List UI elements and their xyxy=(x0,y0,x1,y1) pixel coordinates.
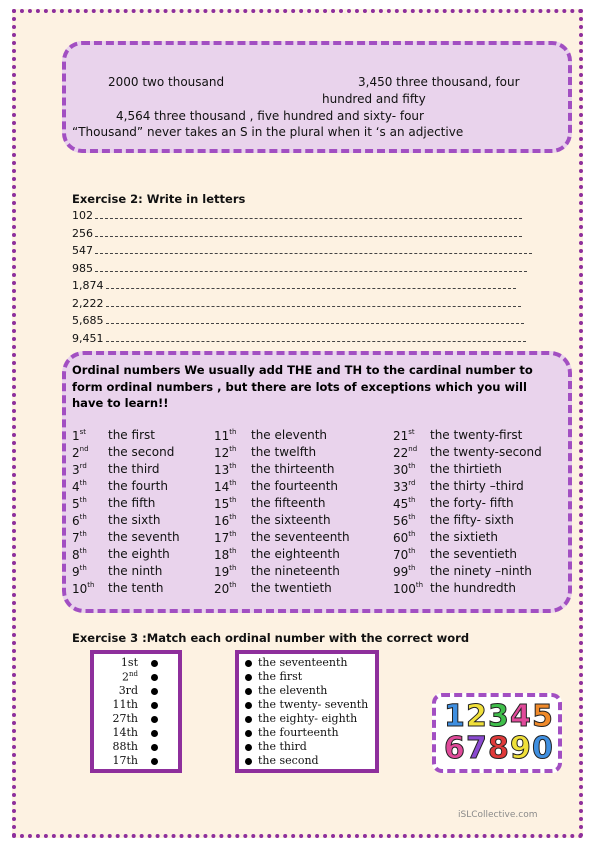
example-3450: 3,450 three thousand, four xyxy=(358,75,520,89)
ordinal-number: 22nd xyxy=(393,445,418,460)
ordinal-number: 45th xyxy=(393,496,416,511)
ordinal-number: 12th xyxy=(214,445,237,460)
example-4564: 4,564 three thousand , five hundred and sixty- four xyxy=(116,109,424,123)
ordinal-word: the second xyxy=(108,445,175,459)
match-number: 11th xyxy=(112,698,138,711)
ordinal-word: the seventh xyxy=(108,530,180,544)
match-number: 17th xyxy=(112,754,138,767)
ordinal-word: the eighth xyxy=(108,547,170,561)
match-dot[interactable] xyxy=(245,688,252,695)
ordinal-number: 4th xyxy=(72,479,87,494)
answer-blank[interactable] xyxy=(106,278,516,289)
ordinal-word: the nineteenth xyxy=(251,564,340,578)
ordinal-word: the thirteenth xyxy=(251,462,335,476)
ordinal-number: 60th xyxy=(393,530,416,545)
ordinal-number: 1st xyxy=(72,428,87,443)
ordinal-word: the fourteenth xyxy=(251,479,338,493)
match-word: the eleventh xyxy=(258,684,328,697)
match-number: 1st xyxy=(120,656,138,669)
digit: 9 xyxy=(510,731,531,766)
digit: 7 xyxy=(466,731,487,766)
match-number: 88th xyxy=(112,740,138,753)
match-dot[interactable] xyxy=(151,730,158,737)
ordinal-number: 2nd xyxy=(72,445,89,460)
ordinal-word: the fifteenth xyxy=(251,496,326,510)
match-dot[interactable] xyxy=(151,758,158,765)
write-in-letters-line xyxy=(72,312,524,330)
ordinal-number: 7th xyxy=(72,530,87,545)
ordinal-word: the third xyxy=(108,462,160,476)
ordinal-word: the twelfth xyxy=(251,445,317,459)
ordinal-number: 70th xyxy=(393,547,416,562)
exercise-number: 2,222 xyxy=(72,296,104,310)
ordinal-word: the sixtieth xyxy=(430,530,498,544)
ordinal-word: the fifty- sixth xyxy=(430,513,514,527)
thousand-note: “Thousand” never takes an S in the plural when it ‘s an adjective xyxy=(72,125,464,139)
ordinal-number: 17th xyxy=(214,530,237,545)
watermark: iSLCollective.com xyxy=(458,810,538,820)
digit: 8 xyxy=(488,731,509,766)
ordinal-word: the sixteenth xyxy=(251,513,331,527)
answer-blank[interactable] xyxy=(106,313,524,324)
digit: 3 xyxy=(488,699,509,734)
ordinal-word: the eighteenth xyxy=(251,547,340,561)
match-number: 14th xyxy=(112,726,138,739)
match-dot[interactable] xyxy=(151,660,158,667)
ordinal-number: 13th xyxy=(214,462,237,477)
match-number: 27th xyxy=(112,712,138,725)
ordinal-number: 11th xyxy=(214,428,237,443)
example-2000: 2000 two thousand xyxy=(108,75,225,89)
match-dot[interactable] xyxy=(245,758,252,765)
match-word: the third xyxy=(258,740,307,753)
ordinal-word: the forty- fifth xyxy=(430,496,514,510)
match-dot[interactable] xyxy=(245,674,252,681)
example-3450-cont: hundred and fifty xyxy=(322,92,426,106)
ordinal-number: 19th xyxy=(214,564,237,579)
match-dot[interactable] xyxy=(245,660,252,667)
ordinal-number: 10th xyxy=(72,581,95,596)
ordinal-number: 56th xyxy=(393,513,416,528)
ordinal-word: the eleventh xyxy=(251,428,328,442)
ordinal-word: the hundredth xyxy=(430,581,516,595)
match-word: the eighty- eighth xyxy=(258,712,358,725)
match-number: 3rd xyxy=(118,684,138,697)
match-dot[interactable] xyxy=(151,716,158,723)
match-word: the second xyxy=(258,754,319,767)
answer-blank[interactable] xyxy=(95,226,522,237)
ordinal-word: the seventieth xyxy=(430,547,517,561)
answer-blank[interactable] xyxy=(95,261,527,272)
ordinal-number: 18th xyxy=(214,547,237,562)
digit: 6 xyxy=(444,731,465,766)
match-dot[interactable] xyxy=(151,674,158,681)
answer-blank[interactable] xyxy=(95,208,522,219)
ordinal-word: the seventeenth xyxy=(251,530,350,544)
exercise-number: 9,451 xyxy=(72,331,104,345)
ordinal-number: 9th xyxy=(72,564,87,579)
match-dot[interactable] xyxy=(245,716,252,723)
match-dot[interactable] xyxy=(151,744,158,751)
digit: 5 xyxy=(532,699,553,734)
ordinal-intro: Ordinal numbers We usually add THE and TH to the cardinal number to form ordinal numbers , but there are lots of exceptions which you will have to learn!! xyxy=(72,363,533,410)
write-in-letters-line xyxy=(72,277,516,295)
ordinal-number: 99th xyxy=(393,564,416,579)
ordinal-word: the ninety –ninth xyxy=(430,564,532,578)
ordinal-number: 100th xyxy=(393,581,424,596)
exercise-number: 5,685 xyxy=(72,314,104,327)
exercise-number: 256 xyxy=(72,226,93,240)
write-in-letters-line xyxy=(72,225,522,243)
ordinal-number: 21st xyxy=(393,428,415,443)
answer-blank[interactable] xyxy=(95,243,532,254)
match-number: 2nd xyxy=(122,670,138,684)
ordinal-word: the first xyxy=(108,428,155,442)
exercise-2-title: Exercise 2: Write in letters xyxy=(72,192,246,206)
answer-blank[interactable] xyxy=(106,331,526,342)
ordinal-word: the twentieth xyxy=(251,581,332,595)
match-word: the seventeenth xyxy=(258,656,348,669)
ordinal-number: 30th xyxy=(393,462,416,477)
digit: 0 xyxy=(532,731,553,766)
match-word: the fourteenth xyxy=(258,726,339,739)
digit: 1 xyxy=(444,699,465,734)
exercise-number: 547 xyxy=(72,244,93,257)
ordinal-number: 14th xyxy=(214,479,237,494)
ordinal-word: the twenty-second xyxy=(430,445,542,459)
match-word: the twenty- seventh xyxy=(258,698,369,711)
match-dot[interactable] xyxy=(151,702,158,709)
answer-blank[interactable] xyxy=(106,296,521,307)
match-word: the first xyxy=(258,670,303,683)
write-in-letters-line xyxy=(72,260,527,278)
ordinal-number: 3rd xyxy=(72,462,87,477)
exercise-number: 102 xyxy=(72,209,93,222)
match-dot[interactable] xyxy=(245,702,252,709)
ordinal-word: the thirty –third xyxy=(430,479,524,493)
ordinal-word: the ninth xyxy=(108,564,163,578)
write-in-letters-line xyxy=(72,330,526,348)
ordinal-word: the fifth xyxy=(108,496,156,510)
ordinal-number: 33rd xyxy=(393,479,416,494)
digit: 2 xyxy=(466,699,487,734)
ordinal-number: 5th xyxy=(72,496,87,511)
write-in-letters-line xyxy=(72,295,521,313)
exercise-3-title: Exercise 3 :Match each ordinal number with the correct word xyxy=(72,631,470,645)
match-dot[interactable] xyxy=(151,688,158,695)
ordinal-word: the fourth xyxy=(108,479,168,493)
ordinal-number: 8th xyxy=(72,547,87,562)
ordinal-number: 20th xyxy=(214,581,237,596)
ordinal-number: 6th xyxy=(72,513,87,528)
exercise-number: 1,874 xyxy=(72,279,104,292)
match-dot[interactable] xyxy=(245,744,252,751)
ordinal-word: the twenty-first xyxy=(430,428,523,442)
ordinal-word: the tenth xyxy=(108,581,164,595)
exercise-number: 985 xyxy=(72,261,93,275)
ordinal-number: 16th xyxy=(214,513,237,528)
digit: 4 xyxy=(510,699,531,734)
ordinal-number: 15th xyxy=(214,496,237,511)
ordinal-word: the thirtieth xyxy=(430,462,502,476)
match-dot[interactable] xyxy=(245,730,252,737)
write-in-letters-line xyxy=(72,207,522,225)
ordinal-word: the sixth xyxy=(108,513,161,527)
write-in-letters-line xyxy=(72,242,532,260)
